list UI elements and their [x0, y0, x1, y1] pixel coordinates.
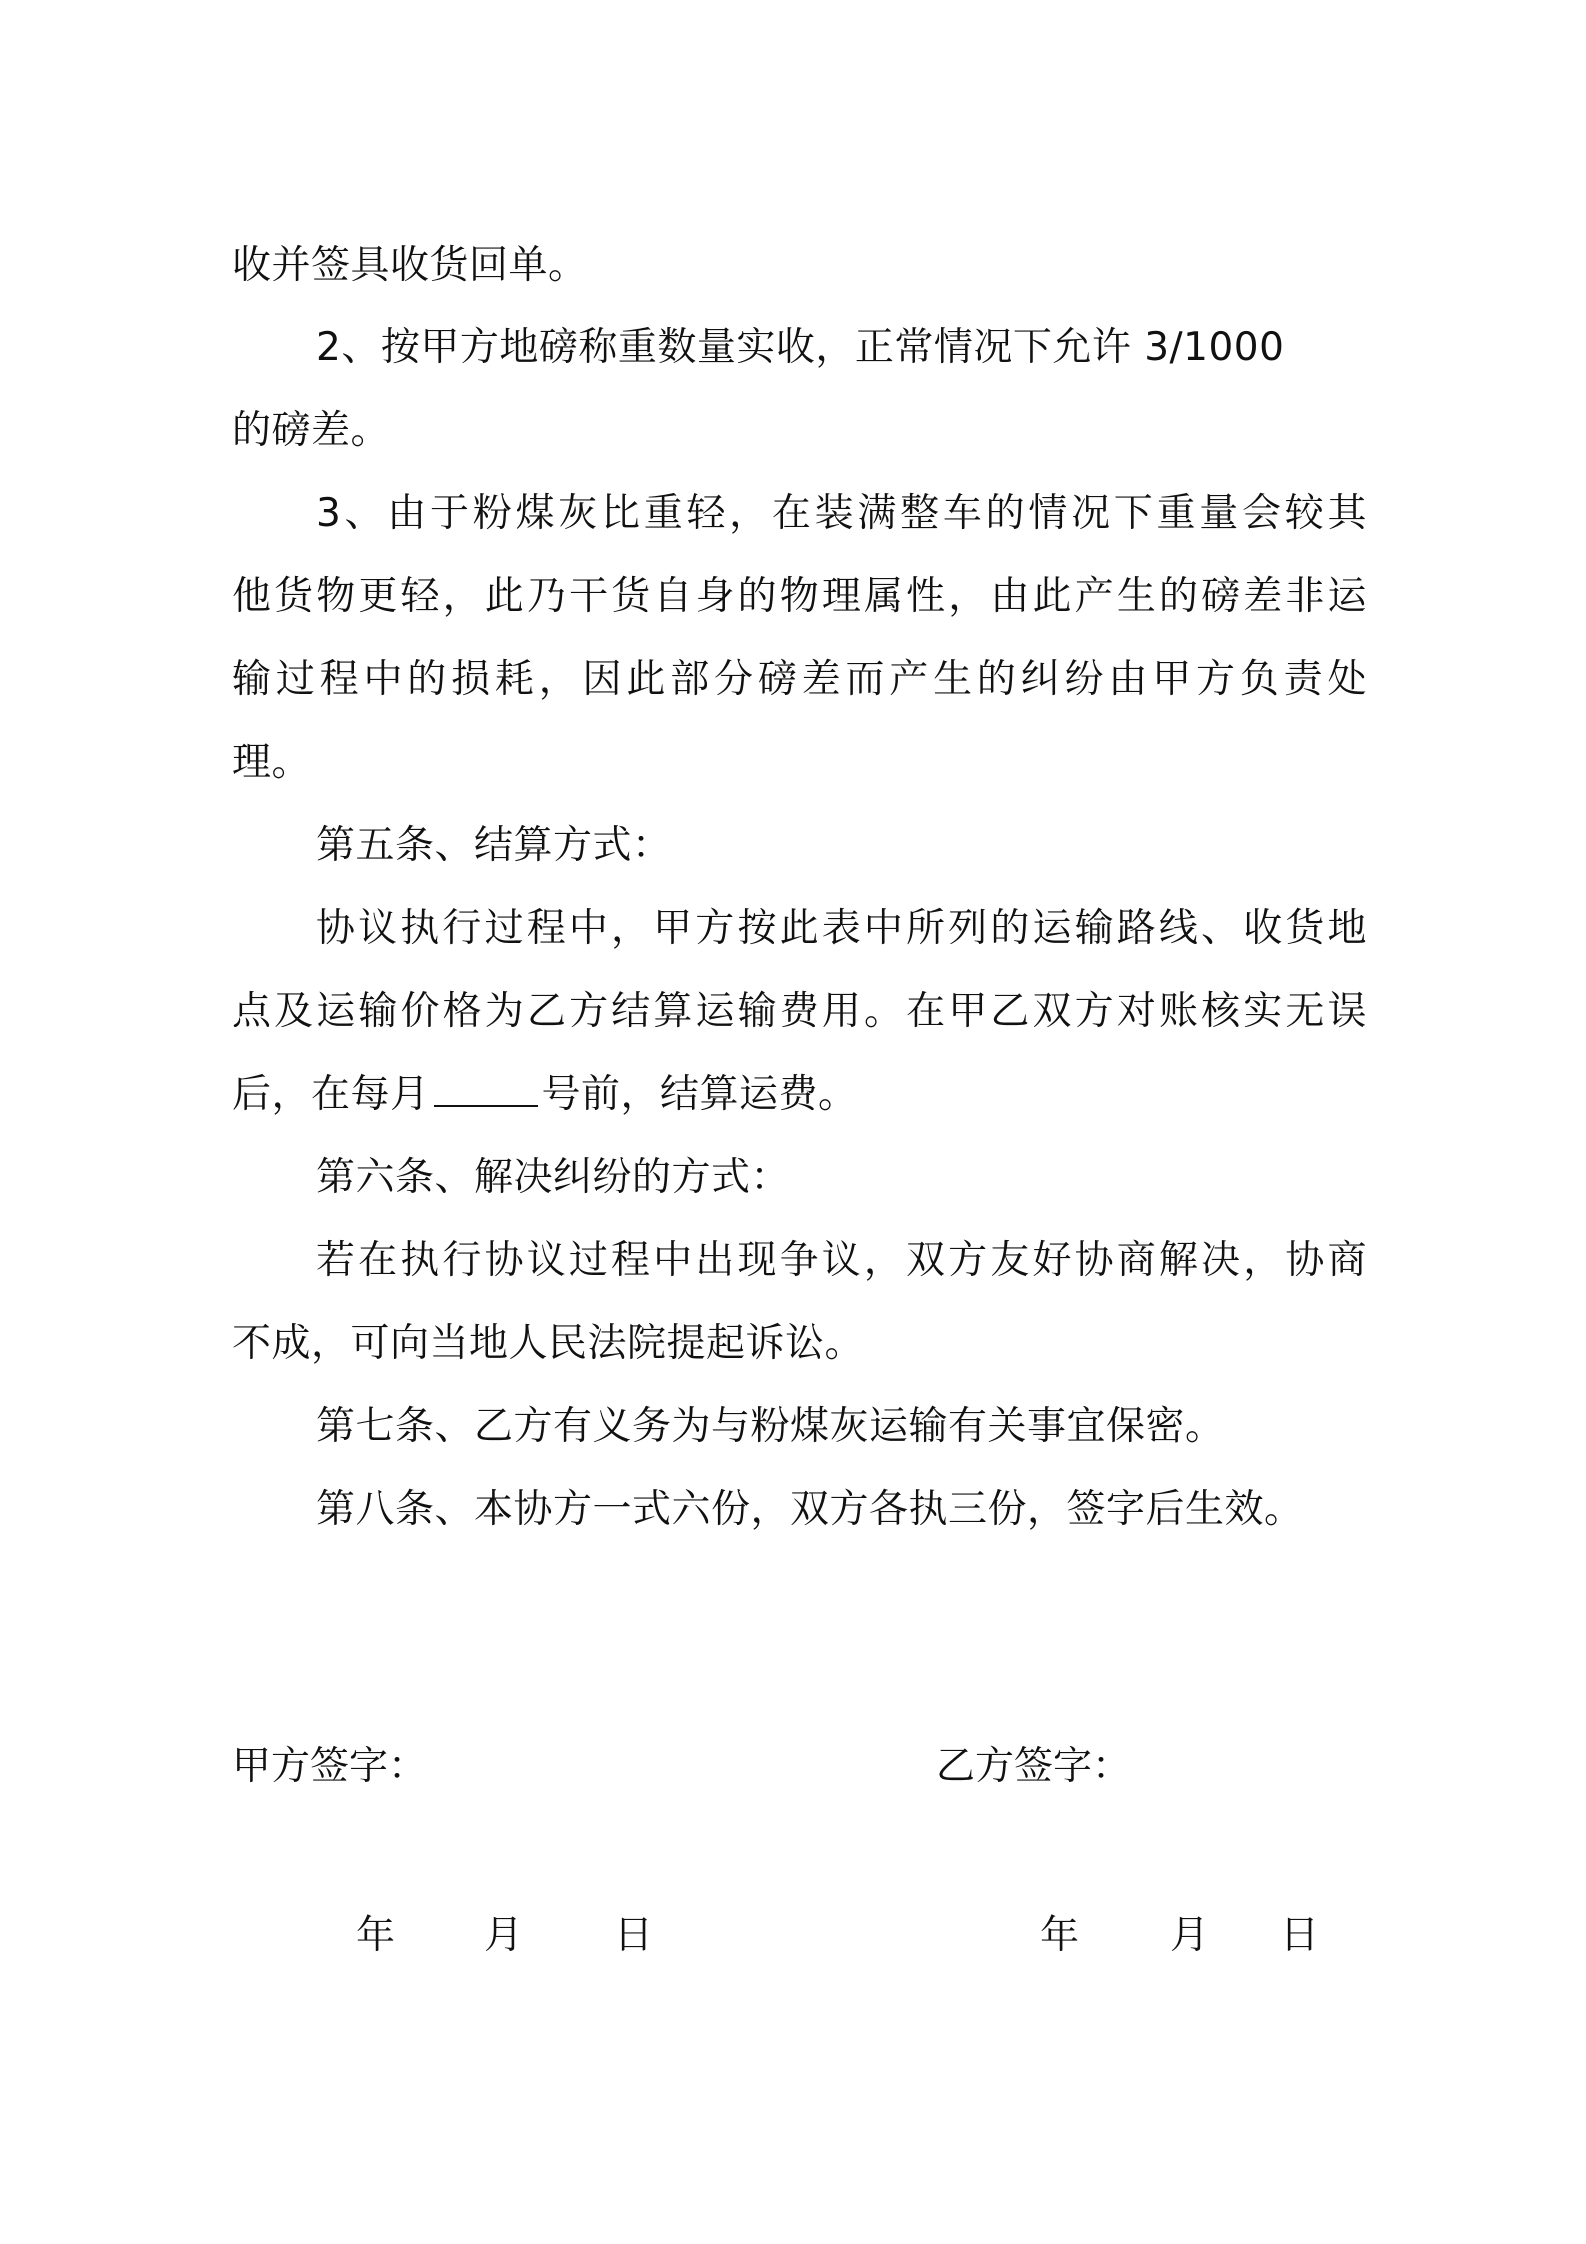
article-5-line-3 — [232, 1069, 858, 1121]
article-5-line-3-end: 号前，结算运费。 — [541, 1072, 858, 1117]
clause-3-line-3: 输过程中的损耗，因此部分磅差而产生的纠纷由甲方负责处 — [232, 657, 1367, 702]
party-b-month: 月 — [1170, 1913, 1210, 1958]
day-blank-underline — [434, 1071, 538, 1107]
article-6-heading: 第六条、解决纠纷的方式： — [316, 1155, 791, 1200]
party-a-day: 日 — [614, 1913, 654, 1958]
article-6-line-1: 若在执行协议过程中出现争议，双方友好协商解决，协商 — [316, 1238, 1367, 1283]
clause-2-line-2: 的磅差。 — [232, 408, 391, 453]
clause-3-line-4: 理。 — [232, 740, 312, 785]
article-5-line-3-start: 后，在每月 — [232, 1072, 430, 1117]
article-5-line-1: 协议执行过程中，甲方按此表中所列的运输路线、收货地 — [316, 906, 1367, 951]
party-b-signature-label: 乙方签字： — [936, 1744, 1132, 1789]
party-a-signature-label: 甲方签字： — [232, 1744, 428, 1789]
article-7: 第七条、乙方有义务为与粉煤灰运输有关事宜保密。 — [316, 1404, 1225, 1449]
party-b-year: 年 — [1040, 1913, 1080, 1958]
article-8: 第八条、本协方一式六份，双方各执三份，签字后生效。 — [316, 1487, 1304, 1532]
party-a-year: 年 — [356, 1913, 396, 1958]
text-line: 收并签具收货回单。 — [232, 243, 588, 288]
article-6-line-2: 不成，可向当地人民法院提起诉讼。 — [232, 1321, 865, 1366]
clause-3-line-1: 3、由于粉煤灰比重轻，在装满整车的情况下重量会较其 — [316, 491, 1367, 536]
article-5-heading: 第五条、结算方式： — [316, 823, 672, 868]
clause-3-line-2: 他货物更轻，此乃干货自身的物理属性，由此产生的磅差非运 — [232, 574, 1367, 619]
article-5-line-2: 点及运输价格为乙方结算运输费用。在甲乙双方对账核实无误 — [232, 989, 1367, 1034]
party-b-day: 日 — [1280, 1913, 1320, 1958]
clause-2-line-1: 2、按甲方地磅称重数量实收，正常情况下允许 3/1000 — [316, 325, 1285, 370]
party-a-month: 月 — [484, 1913, 524, 1958]
